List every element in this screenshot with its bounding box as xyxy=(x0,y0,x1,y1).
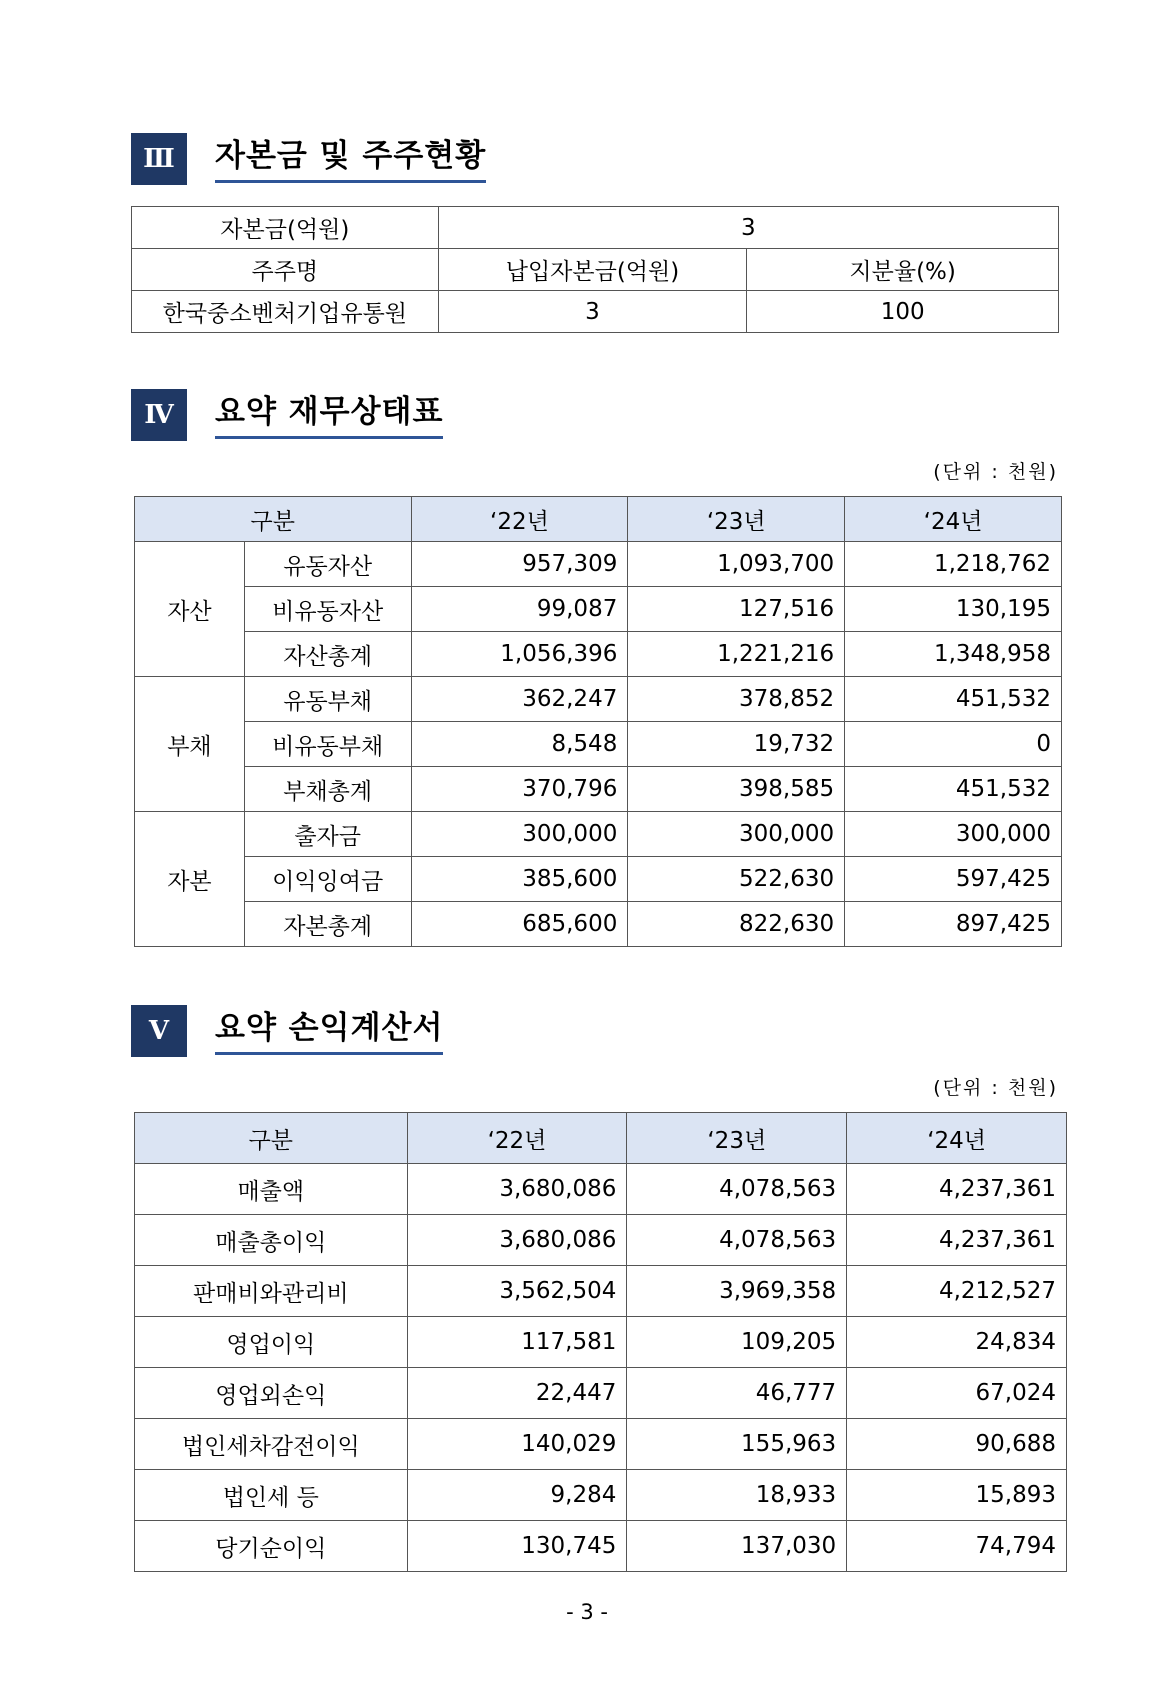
table-cell: 451,532 xyxy=(845,767,1062,812)
table-cell: 137,030 xyxy=(627,1521,847,1572)
table-cell: 155,963 xyxy=(627,1419,847,1470)
table-header-cell: 주주명 xyxy=(132,249,439,291)
table-cell: 4,078,563 xyxy=(627,1215,847,1266)
table-cell: 90,688 xyxy=(847,1419,1067,1470)
table-row xyxy=(135,632,1062,677)
table-cell: 130,195 xyxy=(845,587,1062,632)
table-cell: 4,237,361 xyxy=(847,1164,1067,1215)
table-row xyxy=(132,207,1059,249)
group-label: 자산 xyxy=(135,542,245,677)
group-label: 자본 xyxy=(135,812,245,947)
table-row xyxy=(135,1266,1067,1317)
table-row xyxy=(135,1419,1067,1470)
row-label: 유동자산 xyxy=(244,542,411,587)
table-header-row xyxy=(135,497,1062,542)
table-row xyxy=(135,722,1062,767)
unit-label: (단위 : 천원) xyxy=(933,1077,1058,1099)
table-cell: 897,425 xyxy=(845,902,1062,947)
table-cell: 0 xyxy=(845,722,1062,767)
table-row xyxy=(135,812,1062,857)
table-cell: 140,029 xyxy=(407,1419,627,1470)
row-label: 유동부채 xyxy=(244,677,411,722)
table-cell: 99,087 xyxy=(411,587,628,632)
table-row xyxy=(132,291,1059,333)
section-title: 요약 손익계산서 xyxy=(215,1009,443,1055)
table-header-cell: ‘24년 xyxy=(847,1113,1067,1164)
table-cell: 1,056,396 xyxy=(411,632,628,677)
table-cell: 19,732 xyxy=(628,722,845,767)
group-label: 부채 xyxy=(135,677,245,812)
table-cell: 1,348,958 xyxy=(845,632,1062,677)
section-number-badge: Ⅲ xyxy=(131,133,187,185)
table-cell: 300,000 xyxy=(845,812,1062,857)
table-cell: 109,205 xyxy=(627,1317,847,1368)
table-row xyxy=(135,1470,1067,1521)
table-cell: 한국중소벤처기업유통원 xyxy=(132,291,439,333)
table-cell: 300,000 xyxy=(628,812,845,857)
row-label: 이익잉여금 xyxy=(244,857,411,902)
table-header-cell: ‘23년 xyxy=(627,1113,847,1164)
table-cell: 3,680,086 xyxy=(407,1215,627,1266)
row-label: 영업이익 xyxy=(135,1317,408,1368)
table-row xyxy=(135,1164,1067,1215)
row-label: 자본총계 xyxy=(244,902,411,947)
table-row xyxy=(135,1215,1067,1266)
table-cell: 자본금(억원) xyxy=(132,207,439,249)
table-row xyxy=(135,857,1062,902)
table-cell: 362,247 xyxy=(411,677,628,722)
table-row xyxy=(135,1368,1067,1419)
table-cell: 46,777 xyxy=(627,1368,847,1419)
table-cell: 398,585 xyxy=(628,767,845,812)
table-cell: 1,093,700 xyxy=(628,542,845,587)
balance-sheet-table xyxy=(134,496,1062,947)
table-cell: 130,745 xyxy=(407,1521,627,1572)
table-cell: 100 xyxy=(747,291,1059,333)
table-cell: 4,078,563 xyxy=(627,1164,847,1215)
row-label: 영업외손익 xyxy=(135,1368,408,1419)
table-cell: 15,893 xyxy=(847,1470,1067,1521)
table-cell: 822,630 xyxy=(628,902,845,947)
table-row xyxy=(132,249,1059,291)
row-label: 비유동부채 xyxy=(244,722,411,767)
table-cell: 1,218,762 xyxy=(845,542,1062,587)
row-label: 비유동자산 xyxy=(244,587,411,632)
section-title: 자본금 및 주주현황 xyxy=(215,137,486,183)
row-label: 부채총계 xyxy=(244,767,411,812)
table-header-cell: ‘22년 xyxy=(411,497,628,542)
table-cell: 3 xyxy=(438,291,747,333)
table-cell: 300,000 xyxy=(411,812,628,857)
shareholder-table xyxy=(131,206,1059,333)
table-header-cell: 구분 xyxy=(135,1113,408,1164)
table-cell: 67,024 xyxy=(847,1368,1067,1419)
table-cell: 3,969,358 xyxy=(627,1266,847,1317)
table-cell: 1,221,216 xyxy=(628,632,845,677)
table-cell: 127,516 xyxy=(628,587,845,632)
section-number-badge: Ⅴ xyxy=(131,1005,187,1057)
table-row xyxy=(135,767,1062,812)
table-cell: 522,630 xyxy=(628,857,845,902)
table-cell: 3,680,086 xyxy=(407,1164,627,1215)
row-label: 판매비와관리비 xyxy=(135,1266,408,1317)
page-number: - 3 - xyxy=(566,1600,608,1624)
table-cell: 18,933 xyxy=(627,1470,847,1521)
table-cell: 451,532 xyxy=(845,677,1062,722)
income-statement-table xyxy=(134,1112,1067,1572)
table-cell: 4,237,361 xyxy=(847,1215,1067,1266)
table-row xyxy=(135,677,1062,722)
table-cell: 957,309 xyxy=(411,542,628,587)
table-cell: 8,548 xyxy=(411,722,628,767)
table-cell: 24,834 xyxy=(847,1317,1067,1368)
table-header-cell: 납입자본금(억원) xyxy=(438,249,747,291)
table-header-cell: 지분율(%) xyxy=(747,249,1059,291)
table-row xyxy=(135,587,1062,632)
table-header-cell: ‘23년 xyxy=(628,497,845,542)
row-label: 자산총계 xyxy=(244,632,411,677)
table-cell: 370,796 xyxy=(411,767,628,812)
table-cell: 74,794 xyxy=(847,1521,1067,1572)
table-cell: 3,562,504 xyxy=(407,1266,627,1317)
table-header-cell: ‘24년 xyxy=(845,497,1062,542)
table-cell: 685,600 xyxy=(411,902,628,947)
section-title: 요약 재무상태표 xyxy=(215,393,443,439)
table-header-cell: 구분 xyxy=(135,497,412,542)
table-header-cell: ‘22년 xyxy=(407,1113,627,1164)
row-label: 매출액 xyxy=(135,1164,408,1215)
table-cell: 385,600 xyxy=(411,857,628,902)
unit-label: (단위 : 천원) xyxy=(933,461,1058,483)
row-label: 출자금 xyxy=(244,812,411,857)
table-cell: 9,284 xyxy=(407,1470,627,1521)
table-row xyxy=(135,542,1062,587)
row-label: 당기순이익 xyxy=(135,1521,408,1572)
table-cell: 597,425 xyxy=(845,857,1062,902)
table-cell: 117,581 xyxy=(407,1317,627,1368)
table-row xyxy=(135,1521,1067,1572)
section-number-badge: Ⅳ xyxy=(131,389,187,441)
row-label: 법인세차감전이익 xyxy=(135,1419,408,1470)
row-label: 매출총이익 xyxy=(135,1215,408,1266)
table-row xyxy=(135,1317,1067,1368)
row-label: 법인세 등 xyxy=(135,1470,408,1521)
table-row xyxy=(135,902,1062,947)
table-cell: 378,852 xyxy=(628,677,845,722)
table-header-row xyxy=(135,1113,1067,1164)
table-cell: 3 xyxy=(438,207,1058,249)
table-cell: 22,447 xyxy=(407,1368,627,1419)
table-cell: 4,212,527 xyxy=(847,1266,1067,1317)
